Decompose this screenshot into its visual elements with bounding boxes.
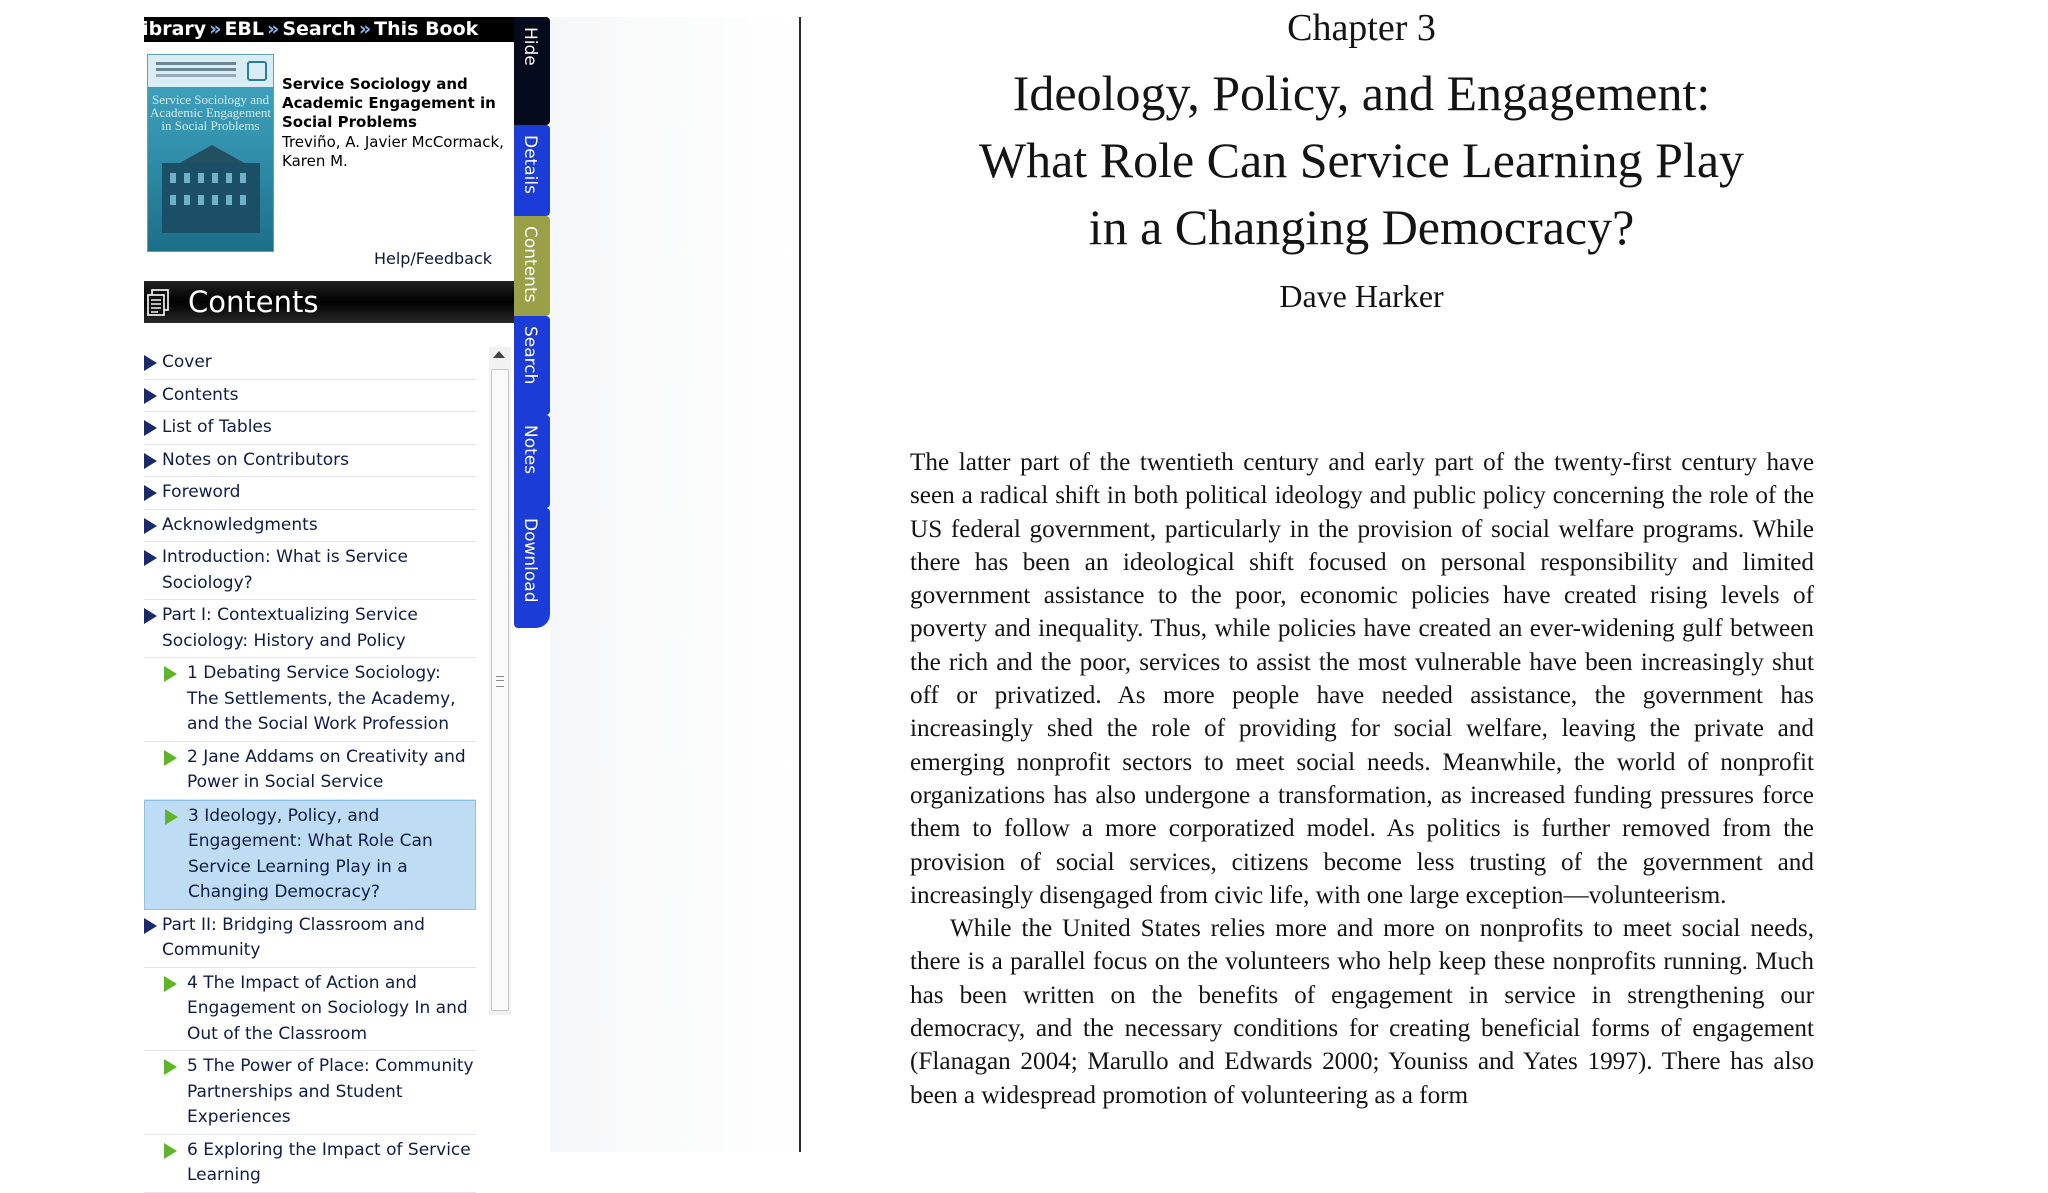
body-paragraph: The latter part of the twentieth century and early part of the twenty-first century have seen a radical shift in both political ideology and public policy concerning the role of the US federal government, particularly in the provision of social welfare programs. While there has been an ideological shift focused on personal responsibility and limited government assistance to the poor, economic policies have created rising levels of poverty and inequality. Thus, while policies have created an ever-widening gulf between the rich and the poor, services to assist the most vulnerable have been increasingly shut off or privatized. As more people have needed assistance, the government has increasingly shed the role of providing for social welfare, leaving the private and emerging nonprofit sectors to meet social needs. Meanwhile, the world of nonprofit organizations has also undergone a transformation, as increased funding pressures force them to follow a more corporatized model. As politics is further removed from the provision of social services, citizens become less trusting of the government and increasingly disengaged from civic life, with one large exception—volunteerism. xyxy=(910,449,1814,909)
table-of-contents xyxy=(144,347,514,1185)
reader-sidebar xyxy=(130,17,514,1185)
toc-item-contents[interactable]: Contents xyxy=(144,380,476,413)
tab-hide[interactable]: Hide xyxy=(514,17,550,125)
chapter-title xyxy=(801,60,1922,261)
toc-item-foreword[interactable]: Foreword xyxy=(144,477,476,510)
toc-item-chapter-6[interactable]: 6 Exploring the Impact of Service Learning xyxy=(144,1135,476,1193)
toc-item-part-1[interactable]: Part I: Contextualizing Service Sociology: History and Policy xyxy=(144,600,476,658)
document-page xyxy=(801,0,2048,1152)
chapter-arrow-icon xyxy=(164,666,177,682)
tab-contents[interactable]: Contents xyxy=(514,216,550,316)
contents-heading: Contents xyxy=(188,285,319,319)
toc-item-chapter-3-selected[interactable]: 3 Ideology, Policy, and Engagement: What Role Can Service Learning Play in a Changing Democracy? xyxy=(144,800,476,910)
cover-editor-lines xyxy=(156,62,236,65)
chapter-arrow-icon xyxy=(164,976,177,992)
cover-title: Service Sociology and Academic Engagement in Social Problems xyxy=(150,92,271,133)
expand-arrow-icon xyxy=(144,550,157,566)
tab-search[interactable]: Search xyxy=(514,316,550,415)
expand-arrow-icon xyxy=(144,453,157,469)
chapter-arrow-icon xyxy=(165,809,178,825)
breadcrumb-search[interactable]: Search xyxy=(282,18,356,40)
toc-item-acknowledgments[interactable]: Acknowledgments xyxy=(144,510,476,543)
expand-arrow-icon xyxy=(144,518,157,534)
expand-arrow-icon xyxy=(144,420,157,436)
book-authors: Treviño, A. Javier McCormack, Karen M. xyxy=(282,133,504,170)
breadcrumb-ebl[interactable]: EBL xyxy=(224,18,265,40)
breadcrumb xyxy=(130,17,514,42)
tab-download[interactable]: Download xyxy=(514,508,550,628)
chapter-title-line: in a Changing Democracy? xyxy=(1088,199,1635,255)
tab-notes[interactable]: Notes xyxy=(514,415,550,508)
tab-details[interactable]: Details xyxy=(514,125,550,216)
breadcrumb-library[interactable]: Library xyxy=(130,18,207,40)
chapter-title-line: What Role Can Service Learning Play xyxy=(978,132,1745,188)
publisher-logo-icon xyxy=(247,61,267,81)
cover-building-illustration xyxy=(162,163,260,233)
breadcrumb-separator: » xyxy=(358,18,372,40)
chapter-body xyxy=(910,446,1814,1112)
expand-arrow-icon xyxy=(144,388,157,404)
toc-item-notes-on-contributors[interactable]: Notes on Contributors xyxy=(144,445,476,478)
chapter-arrow-icon xyxy=(164,1059,177,1075)
chapter-arrow-icon xyxy=(164,750,177,766)
book-title: Service Sociology and Academic Engagement in Social Problems xyxy=(282,75,496,131)
toc-item-chapter-1[interactable]: 1 Debating Service Sociology: The Settlements, the Academy, and the Social Work Profession xyxy=(144,658,476,742)
grip-icon xyxy=(496,676,504,687)
book-info-panel xyxy=(144,42,514,275)
toc-item-chapter-5[interactable]: 5 The Power of Place: Community Partnerships and Student Experiences xyxy=(144,1051,476,1135)
scrollbar-thumb[interactable] xyxy=(491,369,509,1011)
toc-scrollbar[interactable] xyxy=(489,347,511,1015)
expand-arrow-icon xyxy=(144,918,157,934)
cover-building-windows xyxy=(170,173,176,183)
expand-arrow-icon xyxy=(144,355,157,371)
expand-arrow-icon xyxy=(144,485,157,501)
expand-arrow-icon xyxy=(144,608,157,624)
toc-item-chapter-2[interactable]: 2 Jane Addams on Creativity and Power in Social Service xyxy=(144,742,476,800)
scroll-up-arrow-icon[interactable] xyxy=(493,351,505,358)
viewer-margin xyxy=(550,17,798,1152)
breadcrumb-this-book[interactable]: This Book xyxy=(374,18,479,40)
chapter-author: Dave Harker xyxy=(1279,278,1444,314)
breadcrumb-separator: » xyxy=(209,18,222,40)
chapter-label: Chapter 3 xyxy=(1287,7,1436,49)
contents-document-icon xyxy=(146,289,170,317)
toc-item-list-of-tables[interactable]: List of Tables xyxy=(144,412,476,445)
breadcrumb-separator: » xyxy=(267,18,280,40)
toc-item-chapter-4[interactable]: 4 The Impact of Action and Engagement on Sociology In and Out of the Classroom xyxy=(144,968,476,1052)
contents-header xyxy=(144,281,514,323)
help-feedback-link[interactable]: Help/Feedback xyxy=(373,249,492,268)
toc-item-introduction[interactable]: Introduction: What is Service Sociology? xyxy=(144,542,476,600)
chapter-title-line: Ideology, Policy, and Engagement: xyxy=(1012,65,1711,121)
book-cover-image[interactable] xyxy=(147,54,274,252)
toc-item-part-2[interactable]: Part II: Bridging Classroom and Community xyxy=(144,910,476,968)
toc-item-cover[interactable]: Cover xyxy=(144,347,476,380)
chapter-arrow-icon xyxy=(164,1143,177,1159)
toc-list xyxy=(144,347,476,1193)
cover-building-roof xyxy=(176,145,248,165)
sidebar-tabs xyxy=(514,17,550,630)
body-paragraph: While the United States relies more and more on nonprofits to meet social needs, there is a parallel focus on the volunteers who help keep these nonprofits running. Much has been written on the benefits of engagement in service in strengthening our democracy, and the necessary conditions for creating beneficial forms of engagement (Flanagan 2004; Marullo and Edwards 2000; Youniss and Yates 1997). There has also been a widespread promotion of volunteering as a form xyxy=(910,915,1814,1109)
